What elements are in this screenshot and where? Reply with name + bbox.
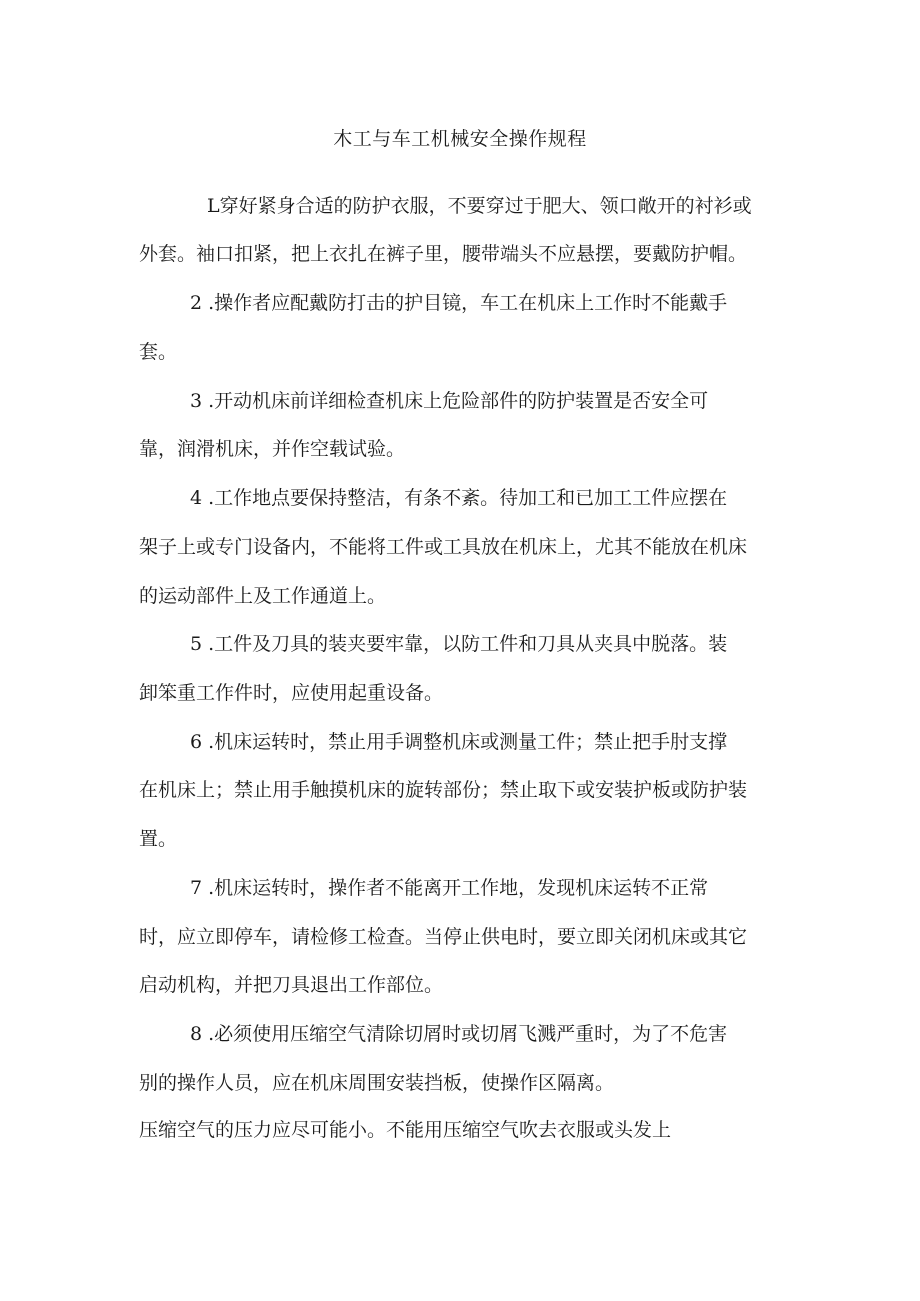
document-title: 木工与车工机械安全操作规程 (333, 128, 587, 150)
paragraph-line: 4 .工作地点要保持整洁，有条不紊。待加工和已加工工件应摆在 (190, 487, 728, 509)
paragraph-line: 架子上或专门设备内，不能将工件或工具放在机床上，尤其不能放在机床 (139, 536, 748, 558)
paragraph-line: 套。 (139, 341, 178, 363)
paragraph-line: 6 .机床运转时，禁止用手调整机床或测量工件；禁止把手肘支撑 (190, 731, 728, 753)
paragraph-line: 在机床上；禁止用手触摸机床的旋转部份；禁止取下或安装护板或防护装 (139, 779, 748, 801)
paragraph-line: 置。 (139, 828, 178, 850)
paragraph-line: 7 .机床运转时，操作者不能离开工作地，发现机床运转不正常 (190, 877, 709, 899)
paragraph-line: L穿好紧身合适的防护衣服，不要穿过于肥大、领口敞开的衬衫或 (207, 195, 752, 217)
paragraph-line: 2 .操作者应配戴防打击的护目镜，车工在机床上工作时不能戴手 (190, 292, 728, 314)
paragraph-line: 时，应立即停车，请检修工检查。当停止供电时，要立即关闭机床或其它 (139, 926, 748, 948)
paragraph-line: 8 .必须使用压缩空气清除切屑时或切屑飞溅严重时，为了不危害 (190, 1023, 728, 1045)
paragraph-line: 别的操作人员，应在机床周围安装挡板，使操作区隔离。 (139, 1072, 615, 1094)
paragraph-line: 靠，润滑机床，并作空载试验。 (139, 438, 406, 460)
paragraph-line: 压缩空气的压力应尽可能小。不能用压缩空气吹去衣服或头发上 (139, 1119, 672, 1141)
paragraph-line: 的运动部件上及工作通道上。 (139, 585, 387, 607)
paragraph-line: 5 .工件及刀具的装夹要牢靠，以防工件和刀具从夹具中脱落。装 (190, 633, 728, 655)
paragraph-line: 启动机构，并把刀具退出工作部位。 (139, 974, 444, 996)
paragraph-line: 卸笨重工作件时，应使用起重设备。 (139, 682, 444, 704)
paragraph-line: 外套。袖口扣紧，把上衣扎在裤子里，腰带端头不应悬摆，要戴防护帽。 (139, 243, 748, 265)
paragraph-line: 3 .开动机床前详细检查机床上危险部件的防护装置是否安全可 (190, 390, 709, 412)
